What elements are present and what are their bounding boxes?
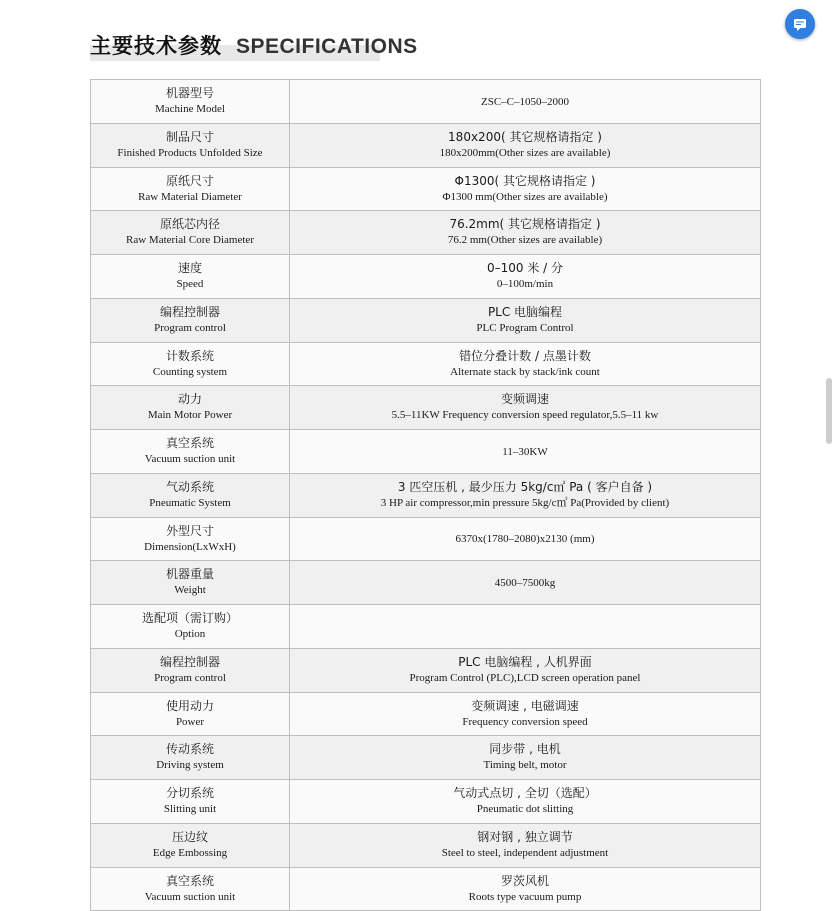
spec-value-en: Timing belt, motor — [483, 759, 567, 772]
spec-label-cell — [91, 473, 290, 517]
spec-value-cn: 罗茨风机 — [500, 873, 549, 888]
spec-label-en: Speed — [176, 278, 204, 290]
spec-value-en: Alternate stack by stack/ink count — [450, 365, 600, 378]
spec-value-cell — [290, 605, 761, 649]
spec-value-cell — [290, 823, 761, 867]
table-row — [91, 123, 761, 167]
spec-label-cell — [91, 648, 290, 692]
spec-value-cell — [290, 736, 761, 780]
spec-label-cn: 气动系统 — [165, 479, 214, 494]
spec-value-en: Roots type vacuum pump — [468, 890, 582, 903]
spec-value-cell — [290, 561, 761, 605]
spec-label-cn: 分切系统 — [165, 786, 214, 800]
spec-label-cell — [91, 167, 290, 211]
spec-value-en: 5.5–11KW Frequency conversion speed regulator,5.5–11 kw — [391, 409, 659, 422]
spec-value-cn: 变频调速 — [500, 392, 549, 407]
table-row — [91, 605, 761, 649]
spec-value-en: Steel to steel, independent adjustment — [441, 846, 609, 859]
spec-label-cell — [91, 561, 290, 605]
spec-label-en: Slitting unit — [163, 803, 217, 815]
spec-value-en: PLC Program Control — [476, 321, 574, 334]
spec-value-cell — [290, 211, 761, 255]
spec-label-cn: 制品尺寸 — [165, 129, 214, 144]
spec-label-en: Raw Material Core Diameter — [126, 234, 254, 247]
spec-value-en: Program Control (PLC),LCD screen operation panel — [409, 671, 641, 684]
spec-value-cn: PLC 电脑编程 — [487, 304, 563, 319]
spec-value-cell — [290, 298, 761, 342]
table-row — [91, 692, 761, 736]
spec-label-cn: 真空系统 — [165, 436, 214, 450]
spec-label-cn: 机器重量 — [165, 567, 214, 582]
table-row — [91, 386, 761, 430]
spec-value-cell — [290, 386, 761, 430]
table-row — [91, 211, 761, 255]
spec-value-cell — [290, 342, 761, 386]
table-row — [91, 648, 761, 692]
spec-label-cn: 编程控制器 — [159, 654, 220, 669]
spec-label-en: Main Motor Power — [147, 409, 233, 422]
spec-label-en: Power — [175, 715, 205, 728]
table-row — [91, 80, 761, 124]
spec-label-en: Machine Model — [155, 103, 225, 115]
spec-value-cn: 钢对钢 , 独立调节 — [477, 829, 573, 844]
table-row — [91, 342, 761, 386]
page-title-en: SPECIFICATIONS — [236, 35, 418, 58]
spec-value-en: 3 HP air compressor,min pressure 5kg/c㎡ Pa(Provided by client) — [380, 496, 670, 509]
spec-label-cell — [91, 605, 290, 649]
spec-value-cn: 气动式点切 , 全切（选配） — [453, 786, 597, 800]
spec-label-cell — [91, 386, 290, 430]
spec-value-cn: 180x200( 其它规格请指定 ) — [448, 129, 602, 144]
page-scrollbar[interactable] — [824, 0, 834, 863]
table-row — [91, 298, 761, 342]
spec-label-cn: 使用动力 — [165, 698, 214, 713]
spec-value-en: 76.2 mm(Other sizes are available) — [447, 234, 603, 247]
table-row — [91, 561, 761, 605]
spec-label-cn: 外型尺寸 — [165, 523, 214, 538]
table-row — [91, 823, 761, 867]
spec-label-cn: 计数系统 — [165, 348, 214, 363]
spec-value-en: 11–30KW — [502, 445, 548, 458]
spec-label-en: Driving system — [156, 759, 224, 772]
spec-value-cn: 0–100 米 / 分 — [486, 261, 564, 275]
spec-value-cell — [290, 692, 761, 736]
spec-label-cn: 真空系统 — [165, 873, 214, 888]
spec-label-en: Dimension(LxWxH) — [144, 540, 236, 553]
spec-label-cell — [91, 517, 290, 561]
spec-value-en: 180x200mm(Other sizes are available) — [439, 146, 611, 159]
spec-value-cn: Φ1300( 其它规格请指定 ) — [454, 173, 596, 188]
spec-label-cell — [91, 692, 290, 736]
page-title — [90, 30, 418, 64]
spec-label-cell — [91, 823, 290, 867]
spec-value-cn: 错位分叠计数 / 点墨计数 — [459, 348, 591, 363]
spec-label-en: Weight — [174, 584, 206, 597]
spec-label-en: Option — [174, 628, 206, 640]
spec-value-cell — [290, 167, 761, 211]
table-row — [91, 255, 761, 299]
spec-label-cn: 原纸尺寸 — [165, 173, 214, 188]
spec-value-cell — [290, 123, 761, 167]
spec-label-en: Edge Embossing — [152, 846, 228, 859]
spec-label-cn: 机器型号 — [165, 86, 214, 100]
spec-label-cn: 原纸芯内径 — [159, 217, 220, 232]
spec-label-en: Finished Products Unfolded Size — [117, 146, 263, 159]
spec-value-cell — [290, 867, 761, 911]
spec-value-cell — [290, 80, 761, 124]
spec-label-en: Vacuum suction unit — [144, 453, 236, 465]
spec-label-cell — [91, 211, 290, 255]
spec-label-cell — [91, 736, 290, 780]
table-row — [91, 167, 761, 211]
spec-value-en: 6370x(1780–2080)x2130 (mm) — [455, 533, 595, 545]
spec-value-cell — [290, 255, 761, 299]
spec-label-en: Program control — [154, 321, 226, 334]
scrollbar-thumb[interactable] — [826, 378, 832, 444]
table-row — [91, 780, 761, 824]
spec-label-cell — [91, 123, 290, 167]
table-row — [91, 517, 761, 561]
spec-label-cell — [91, 80, 290, 124]
spec-value-cn: 变频调速 , 电磁调速 — [471, 698, 579, 713]
spec-value-en: ZSC–C–1050–2000 — [480, 95, 569, 108]
spec-label-cn: 选配项（需订购） — [141, 611, 238, 625]
spec-label-cell — [91, 430, 290, 474]
spec-label-en: Program control — [154, 671, 226, 684]
spec-value-en: Φ1300 mm(Other sizes are available) — [442, 190, 608, 203]
spec-value-cn: 同步带 , 电机 — [489, 742, 561, 757]
chat-bubble-icon[interactable] — [785, 9, 815, 39]
spec-value-en: 0–100m/min — [496, 278, 554, 290]
table-row — [91, 430, 761, 474]
spec-label-cn: 动力 — [177, 392, 202, 407]
table-row — [91, 736, 761, 780]
table-row — [91, 473, 761, 517]
spec-value-cell — [290, 430, 761, 474]
spec-value-cn: 76.2mm( 其它规格请指定 ) — [449, 217, 601, 232]
spec-value-en: Frequency conversion speed — [462, 715, 588, 728]
spec-label-en: Pneumatic System — [149, 496, 231, 509]
spec-label-cell — [91, 255, 290, 299]
spec-value-cell — [290, 648, 761, 692]
spec-label-en: Vacuum suction unit — [144, 890, 236, 903]
spec-label-en: Raw Material Diameter — [138, 190, 242, 203]
spec-label-cn: 压边纹 — [171, 829, 208, 844]
specifications-table-body — [91, 80, 761, 911]
spec-label-cell — [91, 780, 290, 824]
spec-value-cn: 3 匹空压机 , 最少压力 5kg/c㎡ Pa ( 客户自备 ) — [397, 479, 653, 494]
spec-label-cell — [91, 342, 290, 386]
spec-label-en: Counting system — [152, 365, 228, 378]
page-title-cn: 主要技术参数 — [90, 34, 222, 58]
spec-label-cell — [91, 298, 290, 342]
spec-label-cn: 速度 — [177, 261, 202, 275]
specifications-table — [90, 79, 761, 911]
spec-label-cn: 传动系统 — [165, 742, 214, 757]
spec-label-cn: 编程控制器 — [159, 304, 220, 319]
spec-label-cell — [91, 867, 290, 911]
spec-value-cell — [290, 517, 761, 561]
spec-value-en: Pneumatic dot slitting — [476, 803, 574, 815]
spec-value-cn: PLC 电脑编程 , 人机界面 — [458, 654, 592, 669]
spec-value-cell — [290, 780, 761, 824]
spec-value-cell — [290, 473, 761, 517]
spec-value-en: 4500–7500kg — [494, 576, 556, 589]
table-row — [91, 867, 761, 911]
